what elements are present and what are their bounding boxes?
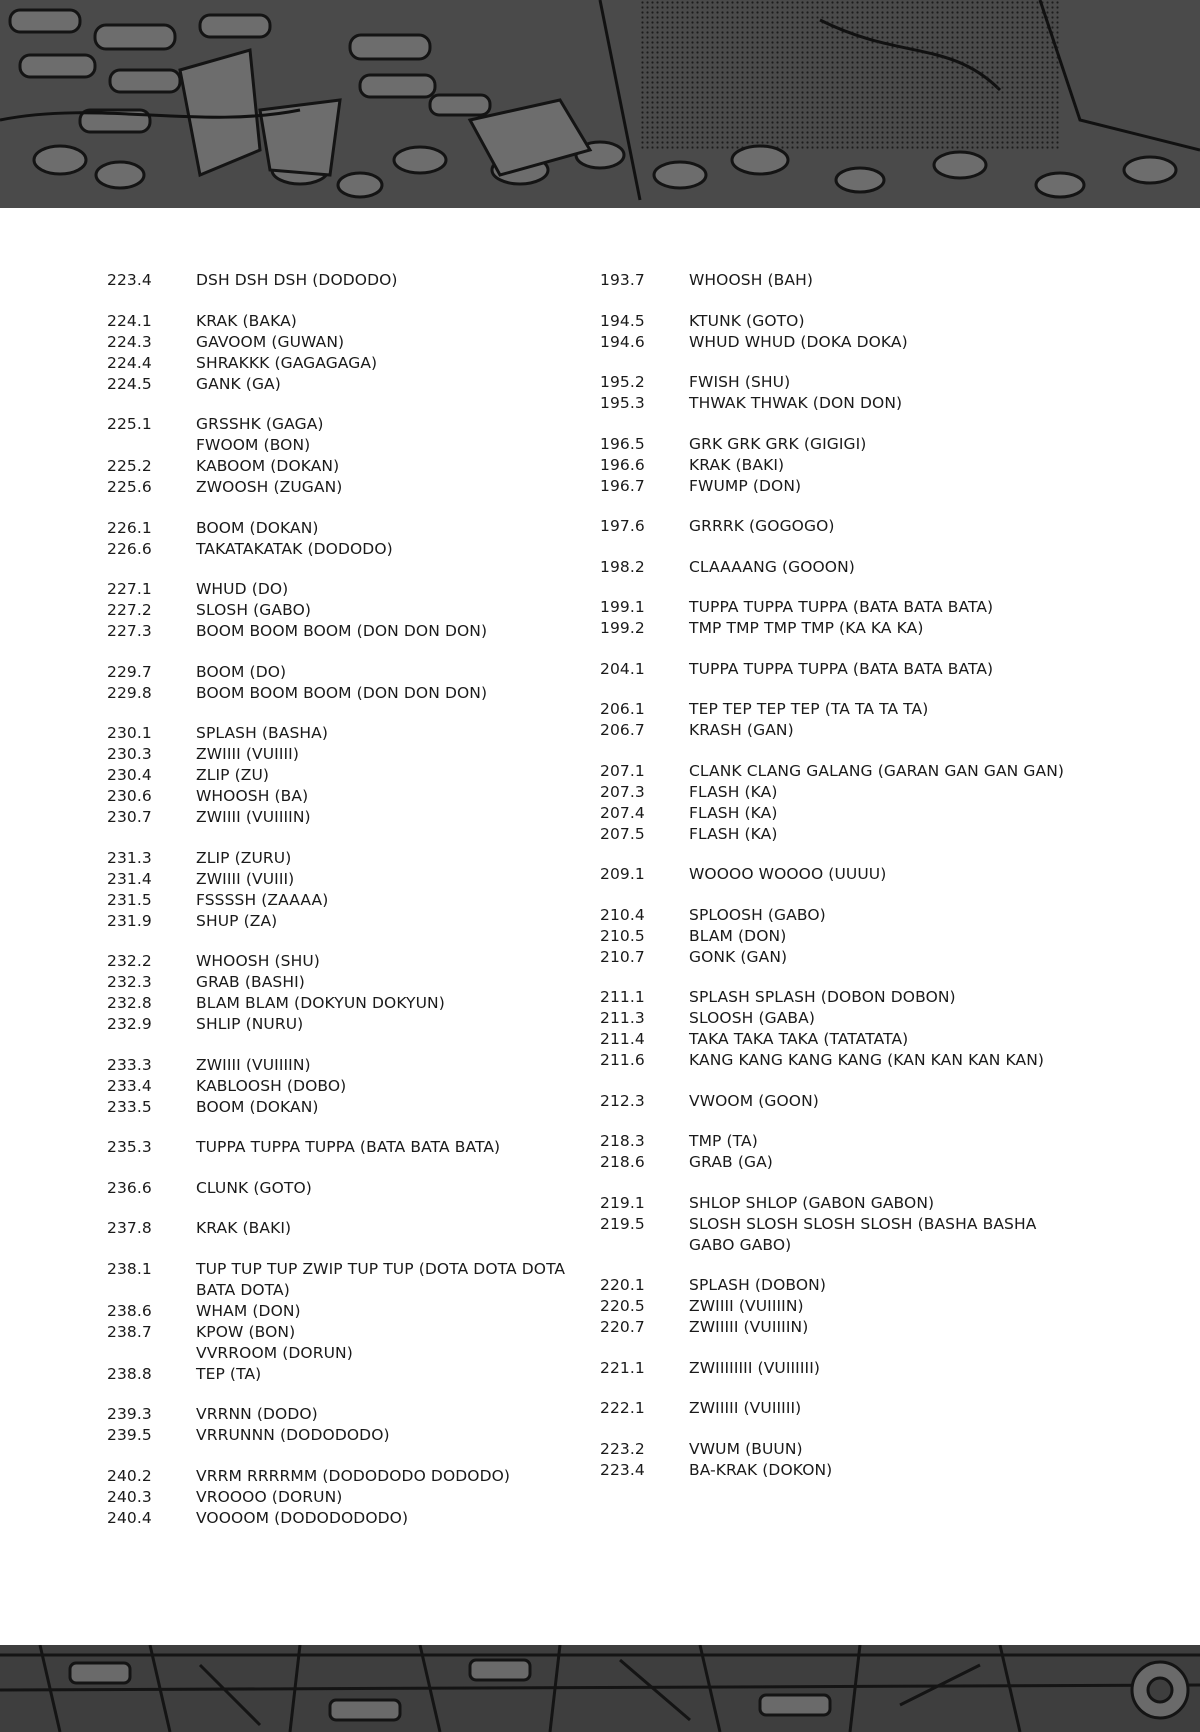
sfx-translation: CLAAAANG (GOOON): [689, 557, 855, 576]
panel-number: 219.1: [600, 1193, 645, 1212]
panel-number: 218.3: [600, 1132, 645, 1150]
sfx-translation: SHLOP SHLOP (GABON GABON): [689, 1193, 935, 1212]
sfx-entry: [107, 311, 577, 332]
panel-number: 220.5: [600, 1297, 645, 1315]
sfx-entry: [600, 476, 1070, 497]
left-group: [107, 1218, 577, 1239]
panel-number: 231.3: [107, 848, 152, 867]
sfx-translation: WHOOSH (BA): [196, 787, 309, 805]
sfx-entry: [600, 393, 1070, 414]
sfx-entry: [107, 1259, 577, 1301]
panel-number: 223.2: [600, 1439, 645, 1458]
panel-number: 199.1: [600, 598, 645, 616]
panel-number: [107, 435, 196, 456]
sfx-entry: [107, 723, 577, 744]
panel-number: 211.4: [600, 1030, 645, 1048]
panel-number: 232.8: [107, 994, 152, 1012]
sfx-entry: [600, 1275, 1070, 1296]
panel-number: 238.8: [107, 1364, 152, 1383]
panel-number: 233.3: [107, 1055, 152, 1074]
right-group: [600, 1398, 1070, 1419]
sfx-entry: [107, 1322, 577, 1343]
right-group: [600, 557, 1070, 578]
right-group: [600, 699, 1070, 741]
sfx-entry: [600, 372, 1070, 393]
sfx-translation: FSSSSH (ZAAAA): [196, 890, 329, 909]
sfx-translation: KABLOOSH (DOBO): [196, 1076, 347, 1095]
panel-number: 198.2: [600, 557, 645, 576]
sfx-translation: KABOOM (DOKAN): [196, 457, 340, 475]
sfx-translation: SHRAKKK (GAGAGAGA): [196, 353, 378, 372]
sfx-entry: [107, 1508, 577, 1529]
sfx-translation: KRASH (GAN): [689, 721, 794, 739]
panel-number: 211.6: [600, 1051, 645, 1069]
sfx-translation: CLANK CLANG GALANG (GARAN GAN GAN GAN): [689, 761, 1065, 780]
sfx-entry: [107, 972, 577, 993]
sfx-entry: [107, 662, 577, 683]
panel-number: 219.5: [600, 1214, 645, 1233]
panel-number: 211.3: [600, 1009, 645, 1027]
panel-number: [107, 1343, 196, 1364]
sfx-entry: [107, 1218, 577, 1239]
sfx-translation: ZWIIIII (VUIIIIN): [689, 1318, 809, 1336]
left-sfx-column: [107, 270, 577, 1548]
sfx-translation: ZLIP (ZURU): [196, 848, 292, 867]
sfx-entry: [107, 848, 577, 869]
panel-number: 210.4: [600, 905, 645, 924]
right-group: [600, 987, 1070, 1071]
panel-number: 230.7: [107, 808, 152, 826]
sfx-entry: [600, 1152, 1070, 1173]
panel-number: 212.3: [600, 1091, 645, 1110]
sfx-translation: FWISH (SHU): [689, 373, 791, 391]
sfx-translation: KTUNK (GOTO): [689, 311, 805, 330]
panel-number: 229.7: [107, 662, 152, 681]
sfx-translation: FLASH (KA): [689, 782, 778, 801]
panel-number: 225.1: [107, 415, 152, 433]
panel-number: 197.6: [600, 517, 645, 535]
sfx-entry: [600, 270, 1070, 291]
panel-number: 224.3: [107, 332, 152, 351]
sfx-translation: VWUM (BUUN): [689, 1439, 803, 1458]
sfx-translation: VRRNN (DODO): [196, 1405, 318, 1423]
sfx-translation: ZWOOSH (ZUGAN): [196, 478, 343, 496]
sfx-translation: GRRRK (GOGOGO): [689, 517, 835, 535]
sfx-translation: KANG KANG KANG KANG (KAN KAN KAN KAN): [689, 1051, 1045, 1069]
sfx-entry: [107, 1425, 577, 1446]
sfx-entry: [107, 1137, 577, 1158]
left-group: [107, 414, 577, 498]
left-group: [107, 951, 577, 1035]
sfx-entry: [600, 516, 1070, 537]
left-group: [107, 579, 577, 642]
panel-number: 232.2: [107, 952, 152, 970]
sfx-entry: [107, 807, 577, 828]
sfx-translation: GANK (GA): [196, 374, 281, 393]
sfx-translation: ZWIIII (VUIIIIN): [196, 1055, 311, 1074]
sfx-translation: VROOOO (DORUN): [196, 1487, 343, 1506]
sfx-translation: GONK (GAN): [689, 947, 788, 966]
panel-number: 230.1: [107, 724, 152, 742]
sfx-entry: [107, 786, 577, 807]
sfx-translation: FLASH (KA): [689, 803, 778, 822]
right-group: [600, 905, 1070, 968]
right-group: [600, 864, 1070, 885]
panel-number: 225.2: [107, 457, 152, 475]
panel-number: 226.1: [107, 518, 152, 537]
sfx-translation: WOOOO WOOOO (UUUU): [689, 865, 887, 883]
panel-number: 235.3: [107, 1138, 152, 1156]
sfx-entry: [107, 518, 577, 539]
panel-number: 204.1: [600, 659, 645, 678]
sfx-entry: [107, 353, 577, 374]
sfx-translation: SPLASH (DOBON): [689, 1276, 826, 1294]
sfx-entry: [600, 1029, 1070, 1050]
sfx-entry: [107, 435, 577, 456]
panel-number: 224.1: [107, 311, 152, 330]
panel-number: 206.7: [600, 721, 645, 739]
sfx-entry: [600, 1008, 1070, 1029]
sfx-entry: [107, 539, 577, 560]
sfx-translation: SLOOSH (GABA): [689, 1009, 815, 1027]
sfx-translation: SPLOOSH (GABO): [689, 905, 826, 924]
sfx-translation: VRRM RRRRMM (DODODODO DODODO): [196, 1466, 511, 1485]
sfx-translation: BA-KRAK (DOKON): [689, 1460, 833, 1479]
panel-number: 240.4: [107, 1508, 152, 1527]
sfx-entry: [600, 803, 1070, 824]
panel-number: 195.3: [600, 394, 645, 412]
sfx-entry: [107, 1014, 577, 1035]
panel-number: 230.6: [107, 787, 152, 805]
right-group: [600, 597, 1070, 639]
sfx-entry: [107, 270, 577, 291]
left-group: [107, 311, 577, 395]
left-group: [107, 723, 577, 828]
panel-number: 238.7: [107, 1322, 152, 1341]
sfx-translation: BLAM (DON): [689, 926, 787, 945]
sfx-translation: TUPPA TUPPA TUPPA (BATA BATA BATA): [689, 659, 994, 678]
sfx-entry: [600, 1050, 1070, 1071]
sfx-entry: [107, 579, 577, 600]
left-group: [107, 1137, 577, 1158]
sfx-translation: TEP TEP TEP TEP (TA TA TA TA): [689, 700, 929, 718]
sfx-entry: [107, 890, 577, 911]
sfx-translation: SLOSH SLOSH SLOSH SLOSH (BASHA BASHA GABO GABO): [689, 1214, 1037, 1254]
panel-number: 225.6: [107, 478, 152, 496]
panel-number: 195.2: [600, 373, 645, 391]
panel-number: 196.5: [600, 434, 645, 453]
sfx-entry: [600, 659, 1070, 680]
panel-number: 238.6: [107, 1301, 152, 1320]
panel-number: 221.1: [600, 1358, 645, 1377]
sfx-entry: [600, 699, 1070, 720]
panel-number: 199.2: [600, 619, 645, 637]
panel-number: 240.3: [107, 1487, 152, 1506]
panel-number: 210.5: [600, 926, 645, 945]
panel-number: 239.3: [107, 1405, 152, 1423]
left-group: [107, 848, 577, 932]
panel-number: 238.1: [107, 1259, 152, 1278]
sfx-translation: BOOM BOOM BOOM (DON DON DON): [196, 683, 488, 702]
sfx-entry: [107, 1076, 577, 1097]
sfx-entry: [600, 1214, 1070, 1256]
sfx-translation: GRAB (BASHI): [196, 973, 305, 991]
sfx-translation: SPLASH SPLASH (DOBON DOBON): [689, 988, 956, 1006]
sfx-translation: VRRUNNN (DODODODO): [196, 1426, 390, 1444]
sfx-entry: [107, 1343, 577, 1364]
sfx-entry: [600, 1460, 1070, 1481]
sfx-entry: [107, 1466, 577, 1487]
left-group: [107, 1259, 577, 1385]
sfx-translation: BLAM BLAM (DOKYUN DOKYUN): [196, 994, 445, 1012]
panel-number: 209.1: [600, 865, 645, 883]
sfx-entry: [107, 765, 577, 786]
sfx-entry: [107, 993, 577, 1014]
sfx-translation: ZLIP (ZU): [196, 766, 270, 784]
top-manga-art-strip: [0, 0, 1200, 208]
left-group: [107, 518, 577, 560]
sfx-translation: KRAK (BAKI): [196, 1219, 292, 1237]
sfx-translation: BOOM BOOM BOOM (DON DON DON): [196, 622, 488, 640]
panel-number: 231.4: [107, 869, 152, 888]
panel-number: 210.7: [600, 947, 645, 966]
left-group: [107, 1178, 577, 1199]
sfx-translation: FLASH (KA): [689, 824, 778, 843]
sfx-translation: WHOOSH (SHU): [196, 952, 320, 970]
sfx-entry: [107, 374, 577, 395]
panel-number: 223.4: [600, 1460, 645, 1479]
sfx-entry: [600, 720, 1070, 741]
sfx-translation: TEP (TA): [196, 1364, 262, 1383]
sfx-translation: GRAB (GA): [689, 1153, 773, 1171]
panel-number: 227.2: [107, 601, 152, 619]
panel-number: 224.4: [107, 353, 152, 372]
panel-number: 196.6: [600, 455, 645, 474]
right-group: [600, 1358, 1070, 1379]
sfx-translation: GAVOOM (GUWAN): [196, 332, 345, 351]
sfx-translation: WHUD WHUD (DOKA DOKA): [689, 332, 908, 351]
sfx-translation: KRAK (BAKA): [196, 311, 297, 330]
sfx-entry: [107, 951, 577, 972]
sfx-entry: [107, 600, 577, 621]
panel-number: 231.5: [107, 890, 152, 909]
right-group: [600, 434, 1070, 497]
sfx-translation: TUPPA TUPPA TUPPA (BATA BATA BATA): [689, 598, 994, 616]
panel-number: 232.9: [107, 1015, 152, 1033]
rubble-illustration: [0, 0, 1200, 208]
sfx-entry: [107, 414, 577, 435]
right-group: [600, 761, 1070, 845]
sfx-entry: [600, 311, 1070, 332]
sfx-translation: TAKATAKATAK (DODODO): [196, 539, 393, 558]
sfx-entry: [600, 618, 1070, 639]
right-group: [600, 311, 1070, 353]
sfx-entry: [600, 1193, 1070, 1214]
sfx-entry: [600, 1296, 1070, 1317]
sfx-translation: TMP TMP TMP TMP (KA KA KA): [689, 619, 924, 637]
left-group: [107, 1404, 577, 1446]
sfx-translation: SLOSH (GABO): [196, 601, 312, 619]
sfx-translation: BOOM (DO): [196, 662, 287, 681]
panel-number: 233.5: [107, 1097, 152, 1116]
left-group: [107, 270, 577, 291]
panel-number: 239.5: [107, 1426, 152, 1444]
panel-number: 196.7: [600, 476, 645, 495]
sfx-translation: ZWIIII (VUIIIIN): [689, 1297, 804, 1315]
panel-number: 207.1: [600, 761, 645, 780]
sfx-translation: WHUD (DO): [196, 580, 289, 598]
sfx-translation: BOOM (DOKAN): [196, 1097, 319, 1116]
left-group: [107, 1055, 577, 1118]
sfx-translation: CLUNK (GOTO): [196, 1178, 312, 1197]
sfx-translation: VWOOM (GOON): [689, 1091, 819, 1110]
sfx-translation: ZWIIIIIIII (VUIIIIII): [689, 1358, 821, 1377]
sfx-translation: TMP (TA): [689, 1132, 758, 1150]
sfx-translation: FWUMP (DON): [689, 476, 802, 495]
sfx-entry: [600, 1091, 1070, 1112]
right-sfx-column: [600, 270, 1070, 1500]
sfx-entry: [600, 455, 1070, 476]
sfx-translation: TUP TUP TUP ZWIP TUP TUP (DOTA DOTA DOTA BATA DOTA): [196, 1259, 566, 1299]
sfx-translation: VOOOOM (DODODODODO): [196, 1508, 409, 1527]
sfx-translation: FWOOM (BON): [196, 436, 311, 454]
sfx-entry: [600, 1131, 1070, 1152]
panel-number: 237.8: [107, 1219, 152, 1237]
panel-number: 194.6: [600, 332, 645, 351]
right-group: [600, 516, 1070, 537]
sfx-entry: [600, 1358, 1070, 1379]
panel-number: 218.6: [600, 1153, 645, 1171]
sfx-entry: [600, 761, 1070, 782]
sfx-translation: TUPPA TUPPA TUPPA (BATA BATA BATA): [196, 1138, 501, 1156]
sfx-entry: [600, 824, 1070, 845]
sfx-entry: [600, 864, 1070, 885]
panel-number: 224.5: [107, 374, 152, 393]
sfx-entry: [600, 905, 1070, 926]
right-group: [600, 1193, 1070, 1256]
sfx-entry: [107, 869, 577, 890]
sfx-entry: [107, 621, 577, 642]
sfx-translation: WHOOSH (BAH): [689, 271, 813, 289]
sfx-translation: KPOW (BON): [196, 1322, 296, 1341]
panel-number: 229.8: [107, 683, 152, 702]
right-group: [600, 270, 1070, 291]
panel-number: 206.1: [600, 700, 645, 718]
panel-number: 207.4: [600, 803, 645, 822]
right-group: [600, 1275, 1070, 1338]
sfx-translation: KRAK (BAKI): [689, 455, 785, 474]
sfx-translation: DSH DSH DSH (DODODO): [196, 271, 398, 289]
left-group: [107, 662, 577, 704]
sfx-entry: [600, 1398, 1070, 1419]
sfx-translation: BOOM (DOKAN): [196, 518, 319, 537]
right-group: [600, 659, 1070, 680]
panel-number: 194.5: [600, 311, 645, 330]
right-group: [600, 1439, 1070, 1481]
sfx-entry: [600, 947, 1070, 968]
sfx-entry: [600, 597, 1070, 618]
sfx-translation: VVRROOM (DORUN): [196, 1343, 353, 1362]
sfx-entry: [107, 1301, 577, 1322]
sfx-translation: SHUP (ZA): [196, 911, 278, 930]
panel-number: 240.2: [107, 1466, 152, 1485]
machinery-illustration: [0, 1645, 1200, 1732]
right-group: [600, 1131, 1070, 1173]
right-group: [600, 1091, 1070, 1112]
sfx-entry: [600, 1439, 1070, 1460]
bottom-manga-art-strip: [0, 1645, 1200, 1732]
panel-number: 233.4: [107, 1076, 152, 1095]
sfx-entry: [600, 782, 1070, 803]
panel-number: 232.3: [107, 973, 152, 991]
sfx-translation: SHLIP (NURU): [196, 1015, 304, 1033]
sfx-translation: ZWIIII (VUIII): [196, 869, 295, 888]
sfx-entry: [107, 744, 577, 765]
sfx-entry: [107, 683, 577, 704]
left-group: [107, 1466, 577, 1529]
sfx-entry: [600, 987, 1070, 1008]
sfx-entry: [107, 456, 577, 477]
sfx-entry: [107, 1364, 577, 1385]
panel-number: 220.7: [600, 1318, 645, 1336]
panel-number: 220.1: [600, 1276, 645, 1294]
sfx-translation: THWAK THWAK (DON DON): [689, 394, 903, 412]
sfx-entry: [600, 332, 1070, 353]
sfx-entry: [107, 1404, 577, 1425]
sfx-entry: [107, 911, 577, 932]
sfx-entry: [600, 1317, 1070, 1338]
sfx-translation: ZWIIIII (VUIIIII): [689, 1399, 802, 1417]
sfx-translation: ZWIIII (VUIIII): [196, 745, 299, 763]
panel-number: 207.3: [600, 782, 645, 801]
sfx-translation: TAKA TAKA TAKA (TATATATA): [689, 1030, 909, 1048]
panel-number: 227.1: [107, 580, 152, 598]
panel-number: 211.1: [600, 988, 645, 1006]
sfx-translation: WHAM (DON): [196, 1301, 301, 1320]
sfx-translation: GRSSHK (GAGA): [196, 415, 324, 433]
panel-number: 230.3: [107, 745, 152, 763]
panel-number: 231.9: [107, 911, 152, 930]
panel-number: 222.1: [600, 1399, 645, 1417]
panel-number: 226.6: [107, 539, 152, 558]
sfx-entry: [107, 1487, 577, 1508]
panel-number: 230.4: [107, 766, 152, 784]
sfx-translation: GRK GRK GRK (GIGIGI): [689, 434, 867, 453]
panel-number: 236.6: [107, 1178, 152, 1197]
sfx-entry: [600, 434, 1070, 455]
sfx-entry: [107, 1097, 577, 1118]
panel-number: 193.7: [600, 271, 645, 289]
sfx-translation: SPLASH (BASHA): [196, 724, 329, 742]
sfx-entry: [600, 557, 1070, 578]
sfx-entry: [107, 477, 577, 498]
panel-number: 207.5: [600, 824, 645, 843]
panel-number: 223.4: [107, 271, 152, 289]
sfx-entry: [107, 332, 577, 353]
right-group: [600, 372, 1070, 414]
sfx-entry: [107, 1178, 577, 1199]
sfx-entry: [107, 1055, 577, 1076]
panel-number: 227.3: [107, 622, 152, 640]
sfx-entry: [600, 926, 1070, 947]
sfx-translation: ZWIIII (VUIIIIN): [196, 808, 311, 826]
